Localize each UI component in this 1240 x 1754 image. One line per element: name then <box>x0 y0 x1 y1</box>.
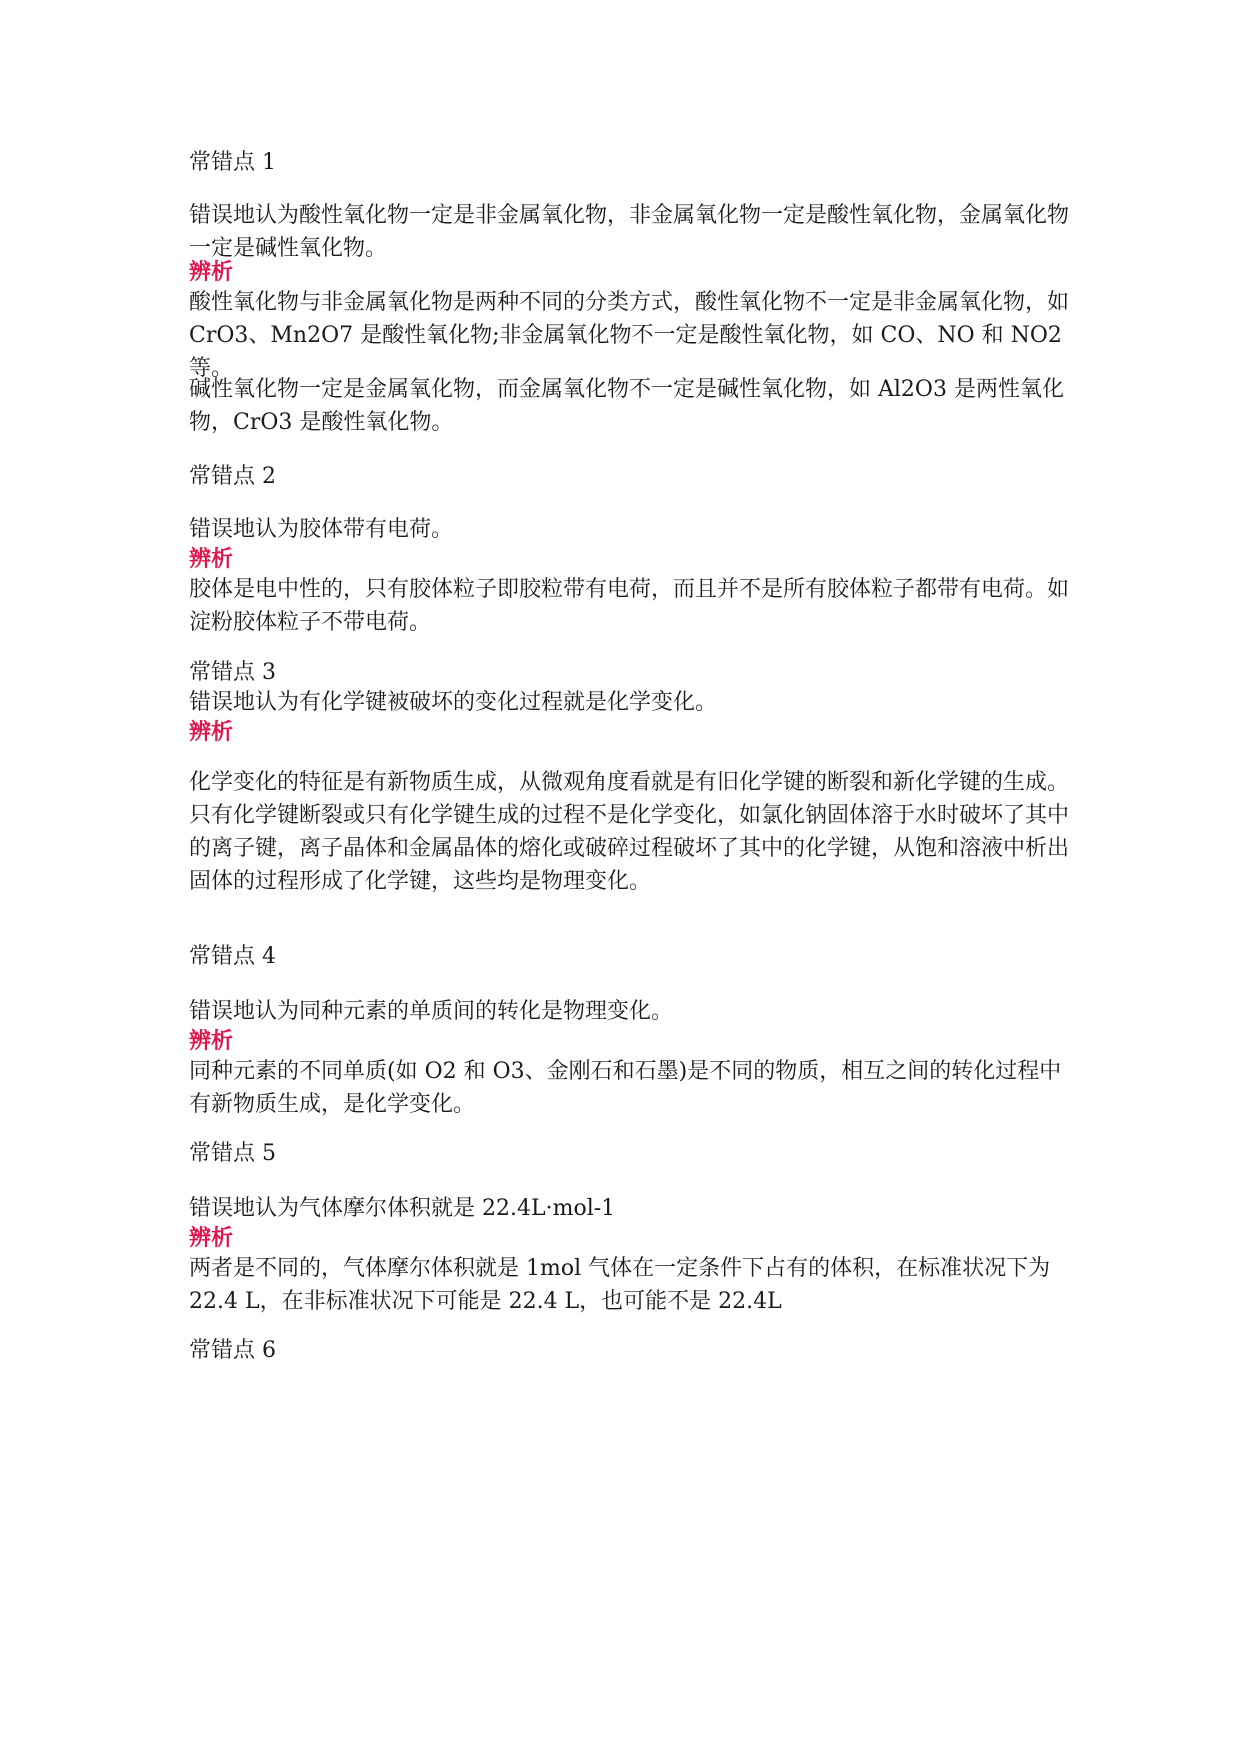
analysis-1-para-1: 酸性氧化物与非金属氧化物是两种不同的分类方式，酸性氧化物不一定是非金属氧化物，如 CrO3、Mn2O7 是酸性氧化物;非金属氧化物不一定是酸性氧化物，如 CO、NO 和 NO2 等。 <box>189 290 1077 381</box>
analysis-label-2: 辨析 <box>189 547 234 572</box>
misconception-3: 错误地认为有化学键被破坏的变化过程就是化学变化。 <box>189 690 718 715</box>
misconception-5: 错误地认为气体摩尔体积就是 22.4L·mol-1 <box>189 1196 616 1221</box>
analysis-label-4: 辨析 <box>189 1029 234 1054</box>
analysis-5-para-1: 两者是不同的，气体摩尔体积就是 1mol 气体在一定条件下占有的体积，在标准状况下为 22.4 L，在非标准状况下可能是 22.4 L，也可能不是 22.4L <box>189 1256 1058 1314</box>
section-heading-6: 常错点 6 <box>189 1338 276 1363</box>
section-heading-5: 常错点 5 <box>189 1141 276 1166</box>
analysis-label-1: 辨析 <box>189 260 234 285</box>
misconception-4: 错误地认为同种元素的单质间的转化是物理变化。 <box>189 999 674 1024</box>
section-heading-2: 常错点 2 <box>189 464 276 489</box>
misconception-1: 错误地认为酸性氧化物一定是非金属氧化物，非金属氧化物一定是酸性氧化物，金属氧化物一定是碱性氧化物。 <box>189 203 1070 261</box>
section-heading-1: 常错点 1 <box>189 150 276 175</box>
analysis-2-para-1: 胶体是电中性的，只有胶体粒子即胶粒带有电荷，而且并不是所有胶体粒子都带有电荷。如淀粉胶体粒子不带电荷。 <box>189 577 1070 635</box>
section-heading-3: 常错点 3 <box>189 660 276 685</box>
document-page <box>189 0 1077 1754</box>
analysis-1-para-2: 碱性氧化物一定是金属氧化物，而金属氧化物不一定是碱性氧化物，如 Al2O3 是两性氧化物，CrO3 是酸性氧化物。 <box>189 377 1064 435</box>
analysis-label-3: 辨析 <box>189 720 234 745</box>
misconception-2: 错误地认为胶体带有电荷。 <box>189 517 454 542</box>
analysis-3-para-1: 化学变化的特征是有新物质生成，从微观角度看就是有旧化学键的断裂和新化学键的生成。只有化学键断裂或只有化学键生成的过程不是化学变化，如氯化钠固体溶于水时破坏了其中的离子键，离子晶体和金属晶体的熔化或破碎过程破坏了其中的化学键，从饱和溶液中析出固体的过程形成了化学键，这些均是物理变化。 <box>189 770 1070 894</box>
analysis-4-para-1: 同种元素的不同单质(如 O2 和 O3、金刚石和石墨)是不同的物质，相互之间的转化过程中有新物质生成，是化学变化。 <box>189 1059 1062 1117</box>
analysis-label-5: 辨析 <box>189 1226 234 1251</box>
section-heading-4: 常错点 4 <box>189 944 276 969</box>
